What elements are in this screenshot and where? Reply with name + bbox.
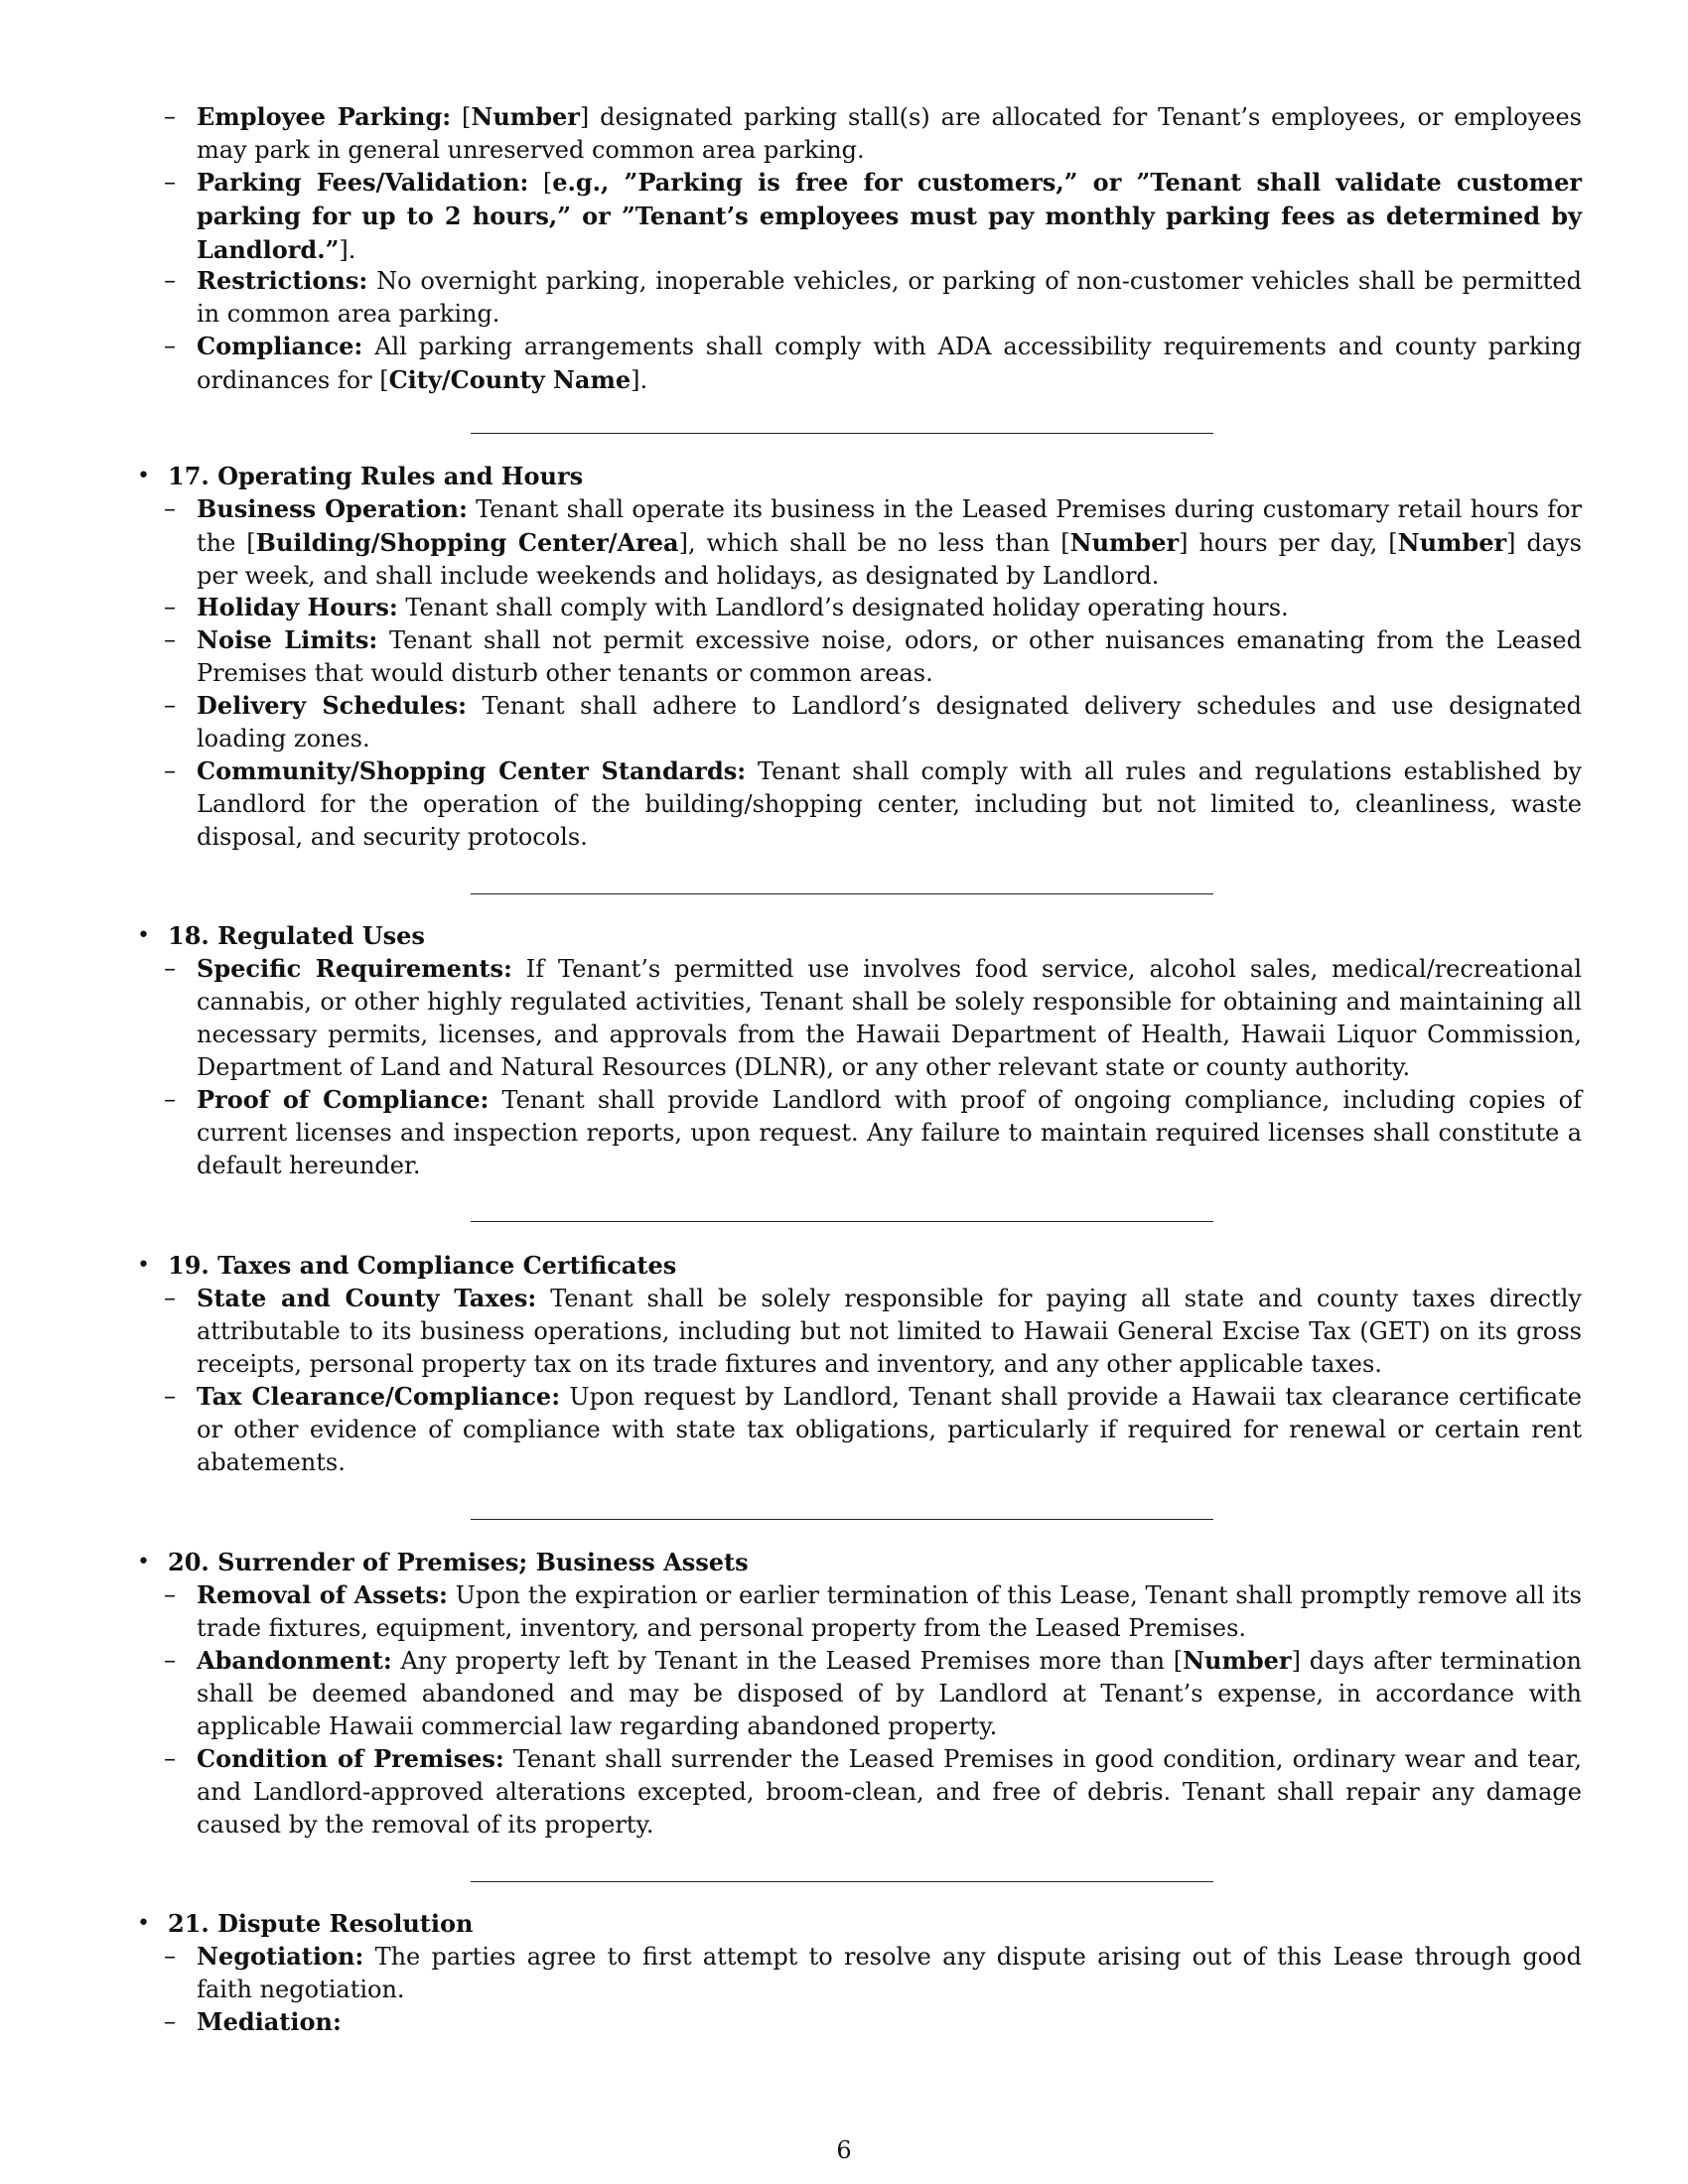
item-label: Negotiation: [197,1942,364,1971]
list-item [164,492,1582,593]
dash-marker: – [164,494,176,522]
dash-marker: – [164,756,176,784]
section-title: 18. Regulated Uses [168,921,425,950]
section-title: 17. Operating Rules and Hours [168,462,584,490]
item-label: Compliance: [197,332,363,360]
item-label: Removal of Assets: [197,1580,448,1609]
list-item [164,1940,1582,2006]
item-text: If Tenant’s permitted use involves food service, alcohol sales, medical/recreational cannabis, or other highly regulated activities, Tenant shall be solely responsible for obtaining and maintaining all necessary permits, licenses, and approvals from the Hawaii Department of Health, Hawaii Liquor Commission, Department of Land and Natural Resources (DLNR), or any other relevant state or county authority. [197,955,1583,1081]
bullet-marker: • [137,1550,150,1574]
item-label: Proof of Compliance: [197,1085,490,1114]
list-item [164,100,1582,167]
item-text: Tenant shall adhere to Landlord’s designated delivery schedules and use designated loading zones. [197,692,1582,752]
item-text: Any property left by Tenant in the Leased Premises more than [Number] days after termination shall be deemed abandoned and may be disposed of by Landlord at Tenant’s expense, in accordance with applicable Hawaii commercial law regarding abandoned property. [197,1646,1582,1740]
item-text: All parking arrangements shall comply with ADA accessibility requirements and county parking ordinances for [City/County Name]. [197,333,1582,394]
item-label: Condition of Premises: [197,1744,504,1773]
dash-marker: – [164,1942,176,1970]
item-text: No overnight parking, inoperable vehicles, or parking of non-customer vehicles shall be permitted in common area parking. [197,267,1582,328]
item-label: Noise Limits: [197,625,378,654]
section-divider [471,1881,1213,1882]
item-text: Tenant shall be solely responsible for paying all state and county taxes directly attributable to its business operations, including but not limited to Hawaii General Excise Tax (GET) on its gross receipts, personal property tax on its trade fixtures and inventory, and any other applicable taxes. [197,1285,1582,1378]
item-label: State and County Taxes: [197,1284,537,1312]
item-label: Abandonment: [197,1646,392,1675]
item-label: Restrictions: [197,266,368,295]
bullet-marker: • [137,923,150,948]
dash-marker: – [164,102,176,130]
list-item [164,591,1582,624]
item-label: Employee Parking: [197,102,452,131]
dash-marker: – [164,954,176,982]
bullet-marker: • [137,1911,150,1936]
list-item [164,1282,1582,1381]
section-divider [471,433,1213,434]
item-text: [e.g., ”Parking is free for customers,” or ”Tenant shall validate customer parking for up to 2 hours,” or ”Tenant’s employees must pay monthly parking fees as determined by Landlord.”]. [197,168,1582,264]
item-text: [Number] designated parking stall(s) are allocated for Tenant’s employees, or employees may park in general unreserved common area parking. [197,102,1582,164]
section-divider [471,893,1213,894]
item-label: Mediation: [197,2007,342,2036]
bullet-marker: • [137,1253,150,1278]
item-text: Tenant shall operate its business in the Leased Premises during customary retail hours for the [Building/Shopping Center/Area], which shall be no less than [Number] hours per day, [Number] days per week, and shall include weekends and holidays, as designated by Landlord. [197,495,1582,590]
bullet-marker: • [137,464,150,488]
dash-marker: – [164,168,176,196]
section-title: 19. Taxes and Compliance Certificates [168,1251,677,1280]
section-title: 20. Surrender of Premises; Business Assets [168,1548,749,1576]
list-item [164,1742,1582,1842]
dash-marker: – [164,266,176,294]
item-text: Upon request by Landlord, Tenant shall provide a Hawaii tax clearance certificate or other evidence of compliance with state tax obligations, particularly if required for renewal or certain rent abatements. [197,1383,1583,1476]
list-item [164,754,1582,854]
list-item [164,166,1582,267]
page-number: 6 [836,2136,852,2164]
item-text: Tenant shall comply with Landlord’s designated holiday operating hours. [397,594,1289,621]
list-item [164,264,1582,331]
item-label: Business Operation: [197,494,468,523]
item-text: Tenant shall surrender the Leased Premises in good condition, ordinary wear and tear, and Landlord-approved alterations excepted, broom-clean, and free of debris. Tenant shall repair any damage caused by the removal of its property. [197,1745,1582,1839]
item-text: The parties agree to first attempt to resolve any dispute arising out of this Lease through good faith negotiation. [197,1943,1582,2003]
item-label: Community/Shopping Center Standards: [197,756,747,785]
list-item [164,1083,1582,1182]
section-title: 21. Dispute Resolution [168,1909,474,1938]
item-text: Upon the expiration or earlier termination of this Lease, Tenant shall promptly remove all its trade fixtures, equipment, inventory, and personal property from the Leased Premises. [197,1581,1582,1642]
list-item [164,623,1582,690]
dash-marker: – [164,625,176,653]
item-text: Tenant shall comply with all rules and regulations established by Landlord for the operation of the building/shopping center, including but not limited to, cleanliness, waste disposal, and security protocols. [197,757,1582,851]
list-item [164,952,1583,1084]
item-text: Tenant shall not permit excessive noise, odors, or other nuisances emanating from the Leased Premises that would disturb other tenants or common areas. [197,626,1582,687]
dash-marker: – [164,332,176,359]
list-item [164,1380,1583,1479]
dash-marker: – [164,1646,176,1674]
dash-marker: – [164,2007,176,2035]
section-divider [471,1519,1213,1520]
dash-marker: – [164,1284,176,1311]
section-divider [471,1221,1213,1222]
item-label: Holiday Hours: [197,593,398,621]
list-item [164,1578,1582,1645]
item-label: Delivery Schedules: [197,691,467,720]
dash-marker: – [164,1744,176,1772]
dash-marker: – [164,691,176,719]
list-item [164,689,1582,755]
dash-marker: – [164,1382,176,1410]
list-item [164,2005,1582,2039]
list-item [164,1644,1582,1743]
item-label: Parking Fees/Validation: [197,168,529,197]
dash-marker: – [164,1580,176,1608]
item-text: Tenant shall provide Landlord with proof of ongoing compliance, including copies of current licenses and inspection reports, upon request. Any failure to maintain required licenses shall constitute a default hereunder. [197,1086,1582,1179]
dash-marker: – [164,1085,176,1113]
item-label: Tax Clearance/Compliance: [197,1382,561,1411]
dash-marker: – [164,593,176,620]
list-item [164,330,1582,397]
item-label: Specific Requirements: [197,954,512,983]
